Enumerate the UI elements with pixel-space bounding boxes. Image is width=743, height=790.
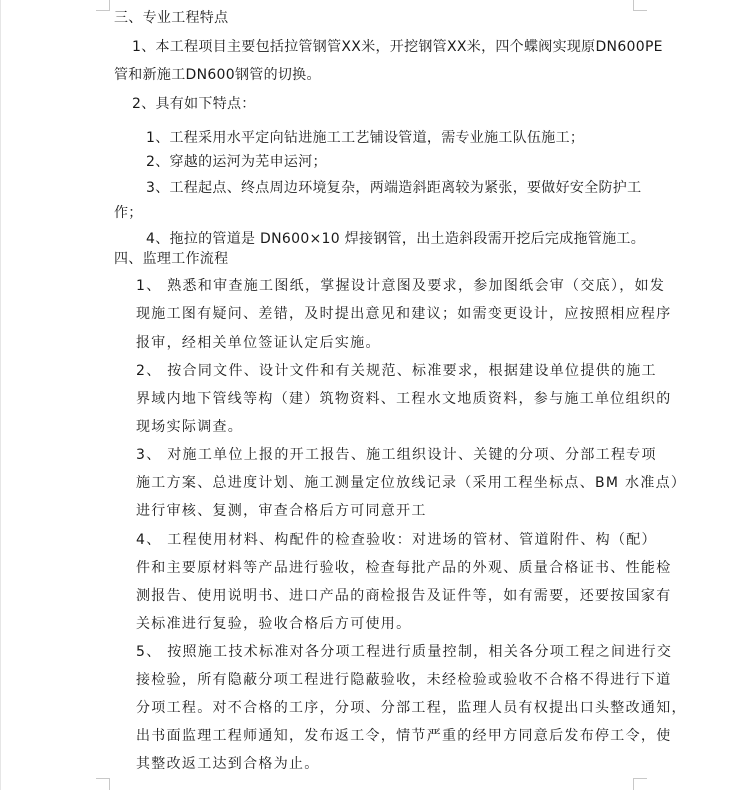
workflow-item-line: 界域内地下管线等构（建）筑物资料、工程水文地质资料，参与施工单位组织的	[136, 391, 672, 407]
paragraph-line: 1、本工程项目主要包括拉管钢管XX米，开挖钢管XX米，四个蝶阀实现原DN600PE	[132, 39, 663, 55]
workflow-item-line: 分项工程。对不合格的工序，分项、分部工程，监理人员有权提出口头整改通知，	[136, 700, 687, 716]
crop-mark-bottom-left-v	[109, 778, 110, 790]
workflow-item-line: 出书面监理工程师通知，发布返工令，情节严重的经甲方同意后发布停工令，使	[136, 728, 672, 744]
workflow-item-line: 件和主要原材料等产品进行验收，检查每批产品的外观、质量合格证书、性能检	[136, 560, 672, 576]
crop-mark-bottom-left-h	[96, 778, 110, 779]
workflow-item-line: 关标准进行复验，验收合格后方可使用。	[136, 616, 412, 632]
workflow-item-line: 现施工图有疑问、差错，及时提出意见和建议；如需变更设计，应按照相应程序	[136, 306, 672, 322]
workflow-item: 3、 对施工单位上报的开工报告、施工组织设计、关键的分项、分部工程专项	[136, 447, 657, 463]
workflow-item-line: 进行审核、复测，审查合格后方可同意开工	[136, 503, 427, 519]
crop-mark-bottom-right-v	[633, 778, 634, 790]
crop-mark-top-right-h	[633, 10, 647, 11]
workflow-item-line: 其整改返工达到合格为止。	[136, 756, 320, 772]
list-item-continuation: 作；	[114, 205, 143, 221]
workflow-item-line: 现场实际调查。	[136, 419, 244, 435]
workflow-item-line: 接检验，所有隐蔽分项工程进行隐蔽验收，未经检验或验收不合格不得进行下道	[136, 672, 672, 688]
workflow-item-line: 施工方案、总进度计划、施工测量定位放线记录（采用工程坐标点、BM 水准点）	[136, 475, 687, 491]
list-item: 2、穿越的运河为芜申运河；	[146, 154, 327, 170]
crop-mark-top-left-v	[109, 0, 110, 11]
list-item: 1、工程采用水平定向钻进施工工艺铺设管道，需专业施工队伍施工；	[146, 130, 585, 146]
workflow-item: 4、 工程使用材料、构配件的检查验收：对进场的管材、管道附件、构（配）	[136, 532, 657, 548]
workflow-item: 1、 熟悉和审查施工图纸，掌握设计意图及要求，参加图纸会审（交底），如发	[136, 278, 666, 294]
workflow-item-line: 报审，经相关单位签证认定后实施。	[136, 335, 381, 351]
paragraph-line: 2、具有如下特点：	[132, 96, 256, 112]
crop-mark-bottom-right-h	[633, 778, 647, 779]
paragraph-line: 管和新施工DN600钢管的切换。	[114, 67, 321, 83]
list-item: 4、拖拉的管道是 DN600×10 焊接钢管，出土造斜段需开挖后完成拖管施工。	[146, 231, 646, 247]
crop-mark-top-left-h	[96, 10, 110, 11]
workflow-item: 5、 按照施工技术标准对各分项工程进行质量控制，相关各分项工程之间进行交	[136, 644, 673, 660]
workflow-item: 2、 按合同文件、设计文件和有关规范、标准要求，根据建设单位提供的施工	[136, 363, 657, 379]
section-heading: 四、监理工作流程	[114, 251, 229, 267]
list-item: 3、工程起点、终点周边环境复杂，两端造斜距离较为紧张，要做好安全防护工	[146, 180, 642, 196]
workflow-item-line: 测报告、使用说明书、进口产品的商检报告及证件等，如有需要，还要按国家有	[136, 588, 672, 604]
page-left-edge	[0, 0, 1, 790]
crop-mark-top-right-v	[633, 0, 634, 11]
section-heading: 三、专业工程特点	[114, 10, 229, 26]
